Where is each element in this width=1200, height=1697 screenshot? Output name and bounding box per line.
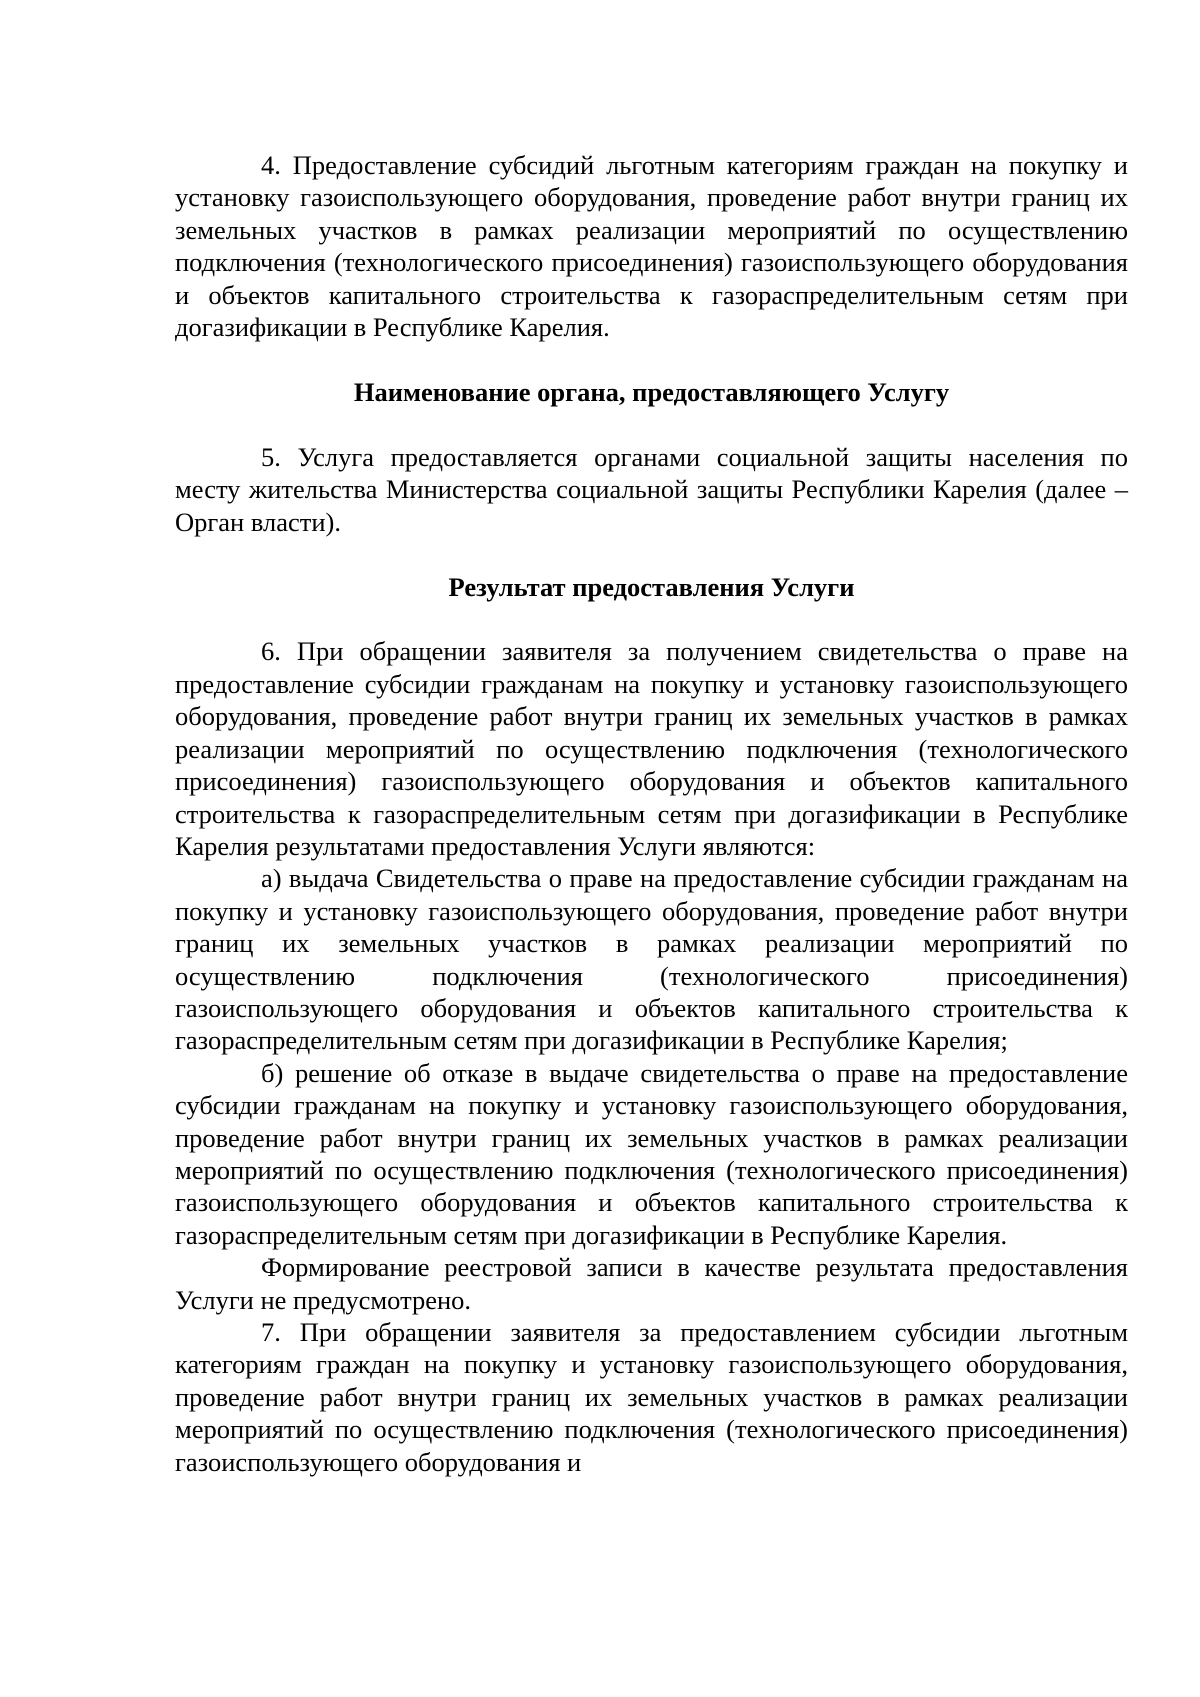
document-body (175, 149, 1128, 1478)
paragraph-6-registry: Формирование реестровой записи в качестве результата предоставления Услуги не предусмотрено. (175, 1252, 1128, 1315)
section-heading-authority: Наименование органа, предоставляющего Услугу (353, 377, 950, 408)
paragraph-6-b: б) решение об отказе в выдаче свидетельства о праве на предоставление субсидии гражданам на покупку и установку газоиспользующего оборудования, проведение работ внутри границ их земельных участков в рамках реализации мероприятий по осуществлению подключения (технологического присоединения) газоиспользующего оборудования и объектов капитального строительства к газораспределительным сетям при догазификации в Республике Карелия. (175, 1057, 1128, 1250)
paragraph-7: 7. При обращении заявителя за предоставлением субсидии льготным категориям граждан на покупку и установку газоиспользующего оборудования, проведение работ внутри границ их земельных участков в рамках реализации мероприятий по осуществлению подключения (технологического присоединения) газоиспользующего оборудования и (175, 1317, 1128, 1477)
paragraph-6: 6. При обращении заявителя за получением свидетельства о праве на предоставление субсидии гражданам на покупку и установку газоиспользующего оборудования, проведение работ внутри границ их земельных участков в рамках реализации мероприятий по осуществлению подключения (технологического присоединения) газоиспользующего оборудования и объектов капитального строительства к газораспределительным сетям при догазификации в Республике Карелия результатами предоставления Услуги являются: (175, 636, 1128, 861)
paragraph-5: 5. Услуга предоставляется органами социальной защиты населения по месту жительства Министерства социальной защиты Республики Карелия (далее –Орган власти). (175, 441, 1128, 537)
paragraph-6-a: а) выдача Свидетельства о праве на предоставление субсидии гражданам на покупку и установку газоиспользующего оборудования, проведение работ внутри границ их земельных участков в рамках реализации мероприятий по осуществлению подключения (технологического присоединения) газоиспользующего оборудования и объектов капитального строительства к газораспределительным сетям при догазификации в Республике Карелия; (175, 863, 1128, 1056)
section-heading-result: Результат предоставления Услуги (448, 572, 855, 603)
paragraph-4: 4. Предоставление субсидий льготным категориям граждан на покупку и установку газоиспользующего оборудования, проведение работ внутри границ их земельных участков в рамках реализации мероприятий по осуществлению подключения (технологического присоединения) газоиспользующего оборудования и объектов капитального строительства к газораспределительным сетям при догазификации в Республике Карелия. (175, 150, 1128, 343)
